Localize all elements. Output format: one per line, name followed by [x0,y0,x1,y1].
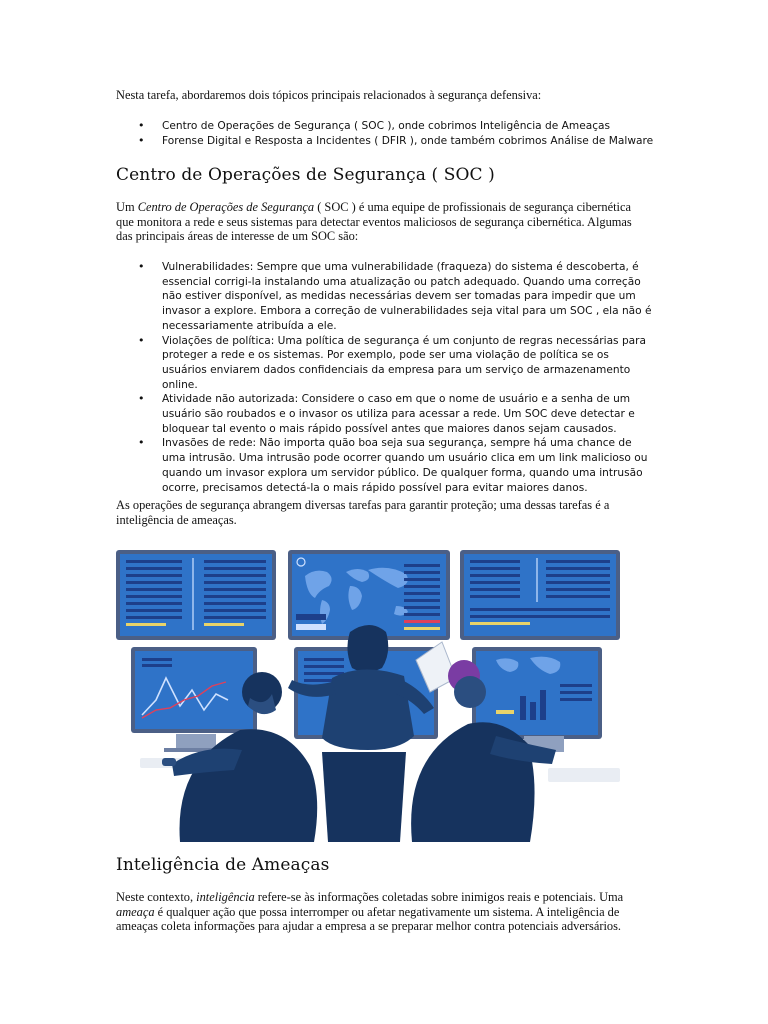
intel-text-b: refere-se às informações coletadas sobre inimigos reais e potenciais. Uma [254,890,624,904]
list-item: • Invasões de rede: Não importa quão boa seja sua segurança, sempre há uma chance de uma intrusão. Uma intrusão pode ocorrer quando um usuário clica em um link malicioso ou quando um invasor explora um servidor público. De qualquer forma, quando uma intrusão ocorre, precisamos detectá-la o mais rápido possível para evitar maiores danos. [116,436,656,495]
soc-areas-list [116,260,656,495]
soc-def-rest: ( SOC ) é uma equipe de profissionais de segurança cibernética que monitora a rede e seus sistemas para detectar eventos maliciosos de segurança cibernética. Algumas das principais áreas de interesse de um SOC são: [116,200,632,244]
threat-term: ameaça [116,904,155,919]
list-item: • Centro de Operações de Segurança ( SOC ), onde cobrimos Inteligência de Ameaças [116,119,676,134]
soc-illustration [100,550,640,842]
monitor-top-right [460,550,620,640]
list-item: • Violações de política: Uma política de segurança é um conjunto de regras necessárias para proteger a rede e os sistemas. Por exemplo, pode ser uma violação de política se os usuários enviarem dados confidenciais da empresa para um serviço de armazenamento online. [116,334,656,393]
soc-def-prefix: Um [116,200,138,214]
soc-heading: Centro de Operações de Segurança ( SOC ) [116,165,495,185]
ops-paragraph: As operações de segurança abrangem diversas tarefas para garantir proteção; uma dessas tarefas é a inteligência de ameaças. [116,498,610,527]
list-item: • Forense Digital e Resposta a Incidentes ( DFIR ), onde também cobrimos Análise de Malware [116,134,676,149]
soc-definition [116,200,636,244]
intel-heading: Inteligência de Ameaças [116,855,330,875]
intro-paragraph: Nesta tarefa, abordaremos dois tópicos principais relacionados à segurança defensiva: [116,88,542,102]
intel-term: inteligência [196,890,255,904]
monitor-top-left [116,550,276,640]
topics-list [116,119,676,148]
list-item: • Vulnerabilidades: Sempre que uma vulnerabilidade (fraqueza) do sistema é descoberta, é essencial corrigi-la instalando uma atualização ou patch adequado. Quando uma correção não estiver disponível, as medidas necessárias devem ser tomadas para impedir que um invasor a explore. Embora a correção de vulnerabilidades seja vital para um SOC , ela não é necessariamente atribuída a ele. [116,260,656,334]
list-item: • Atividade não autorizada: Considere o caso em que o nome de usuário e a senha de um usuário são roubados e o invasor os utiliza para acessar a rede. Um SOC deve detectar e bloquear tal evento o mais rápido possível antes que maiores danos sejam causados. [116,392,656,436]
keyboard-right [548,768,620,782]
soc-term: Centro de Operações de Segurança [137,200,315,214]
intel-text-c: é qualquer ação que possa interromper ou afetar negativamente um sistema. A inteligência de ameaças coleta informações para ajudar a empresa a se preparar melhor contra potenciais adversários. [116,904,622,934]
intel-paragraph [116,890,646,934]
intel-text-a: Neste contexto, [116,890,197,904]
